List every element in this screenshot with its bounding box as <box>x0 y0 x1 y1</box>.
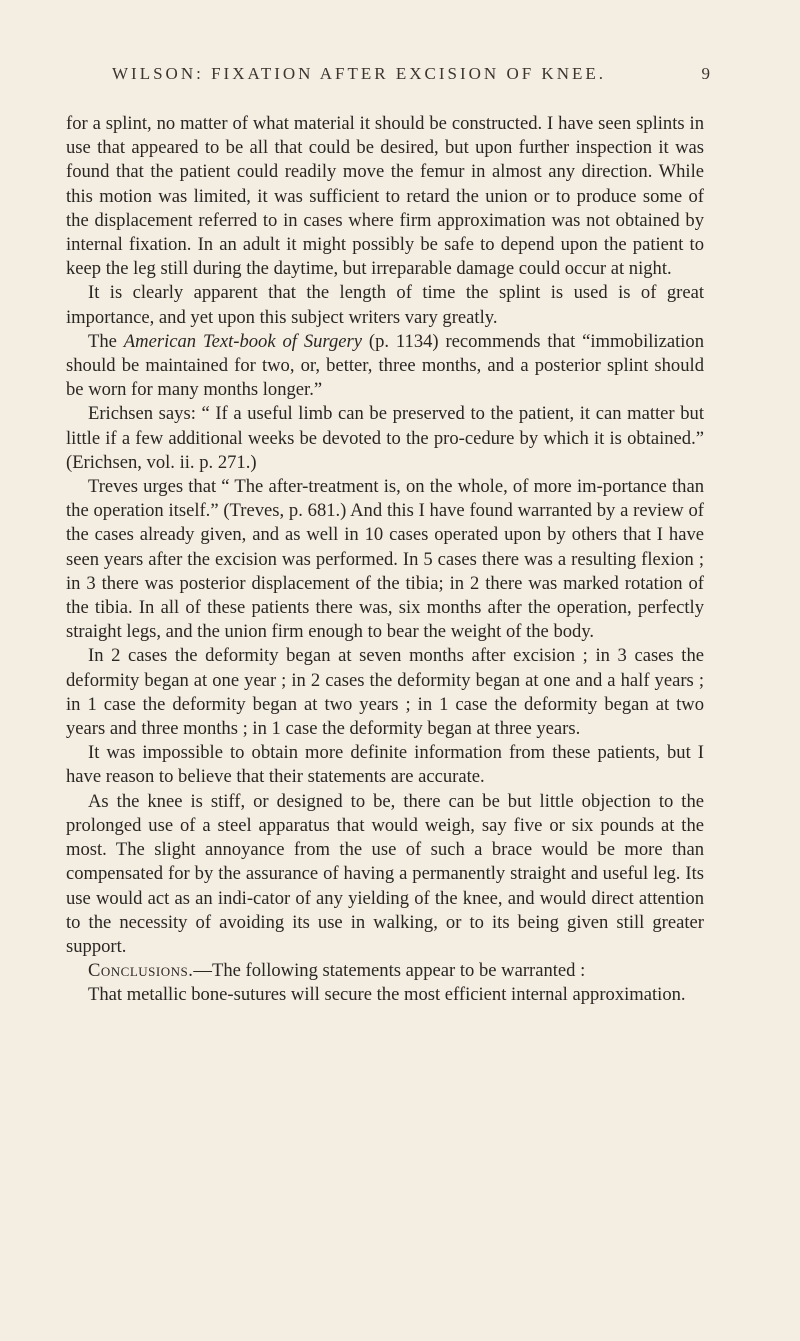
running-head-title: WILSON: FIXATION AFTER EXCISION OF KNEE. <box>112 64 606 83</box>
paragraph-3-post: (p. 1134) recommends that “immobilization should be maintained for two, or, better, three months, and a posterior splint should be worn for many months longer.” <box>66 330 704 401</box>
paragraph-7: It was impossible to obtain more definite information from these patients, but I have reason to believe that their statements are accurate. <box>66 742 704 788</box>
body-text <box>66 112 704 1008</box>
paragraph-5: Treves urges that “ The after-treatment is, on the whole, of more im-portance than the operation itself.” (Treves, p. 681.) And this I have found warranted by a review of the cases already given, and as well in 10 cases operated upon by others that I have seen years after the excision was performed. In 5 cases there was a resulting flexion ; in 3 there was posterior displacement of the tibia; in 2 there was marked rotation of the tibia. In all of these patients there was, six months after the operation, perfectly straight legs, and the union firm enough to bear the weight of the body. <box>66 476 704 643</box>
running-head <box>112 64 710 90</box>
paragraph-1: for a splint, no matter of what material it should be constructed. I have seen splints in use that appeared to be all that could be desired, but upon further inspection it was found that the patient could readily move the femur in almost any direction. While this motion was limited, it was sufficient to retard the union or to produce some of the displacement referred to in cases where firm approximation was not obtained by internal fixation. In an adult it might possibly be safe to depend upon the patient to keep the leg still during the daytime, but irreparable damage could occur at night. <box>66 113 704 280</box>
paragraph-4: Erichsen says: “ If a useful limb can be preserved to the patient, it can matter but little if a few additional weeks be devoted to the pro-cedure by which it is obtained.” (Erichsen, vol. ii. p. 271.) <box>66 403 704 473</box>
book-title: American Text-book of Surgery <box>123 330 363 352</box>
conclusions-text: —The following statements appear to be warranted : <box>193 960 586 982</box>
conclusions-label: Conclusions. <box>88 960 194 982</box>
paragraph-2: It is clearly apparent that the length of time the splint is used is of great importance, and yet upon this subject writers vary greatly. <box>66 282 704 328</box>
page-number: 9 <box>701 64 710 83</box>
paragraph-10: That metallic bone-sutures will secure the most efficient internal approximation. <box>88 984 686 1006</box>
paragraph-3 <box>66 330 704 403</box>
paragraph-9 <box>66 959 704 983</box>
paragraph-8: As the knee is stiff, or designed to be, there can be but little objection to the prolonged use of a steel apparatus that would weigh, say five or six pounds at the most. The slight annoyance from the use of such a brace would be more than compensated for by the assurance of having a permanently straight and useful leg. Its use would act as an indi-cator of any yielding of the knee, and would direct attention to the necessity of avoiding its use in walking, or to its being given still greater support. <box>66 790 704 957</box>
paragraph-6: In 2 cases the deformity began at seven months after excision ; in 3 cases the deformity began at one year ; in 2 cases the deformity began at one and a half years ; in 1 case the deformity began at two years ; in 1 case the deformity began at two years and three months ; in 1 case the deformity began at three years. <box>66 645 704 740</box>
paragraph-3-pre: The <box>88 330 124 352</box>
